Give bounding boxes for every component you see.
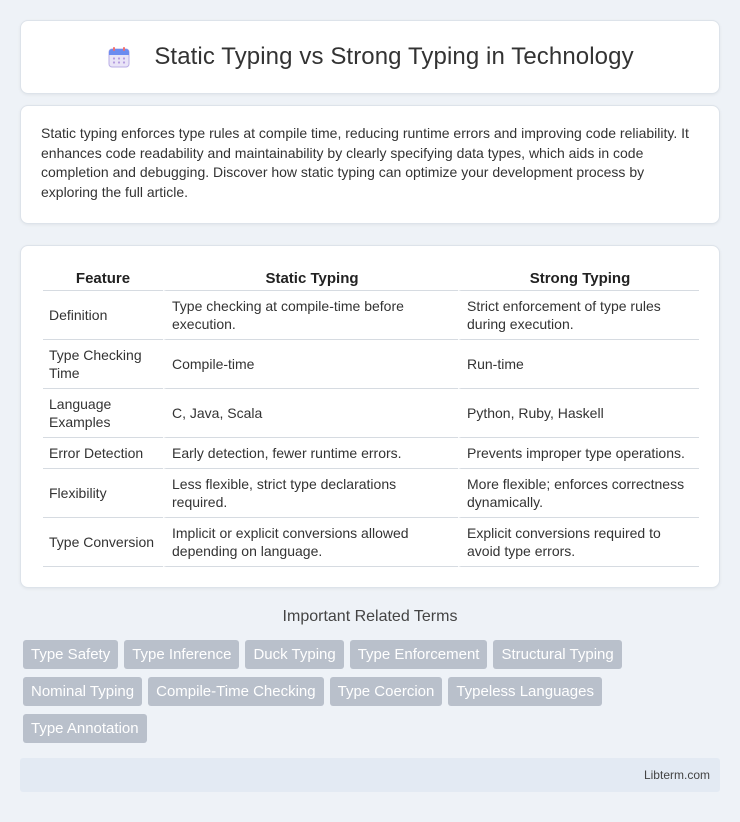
related-term-tag[interactable]: Typeless Languages (448, 677, 602, 706)
table-cell-feature: Flexibility (43, 469, 163, 518)
related-term-tag[interactable]: Structural Typing (493, 640, 621, 669)
column-header-feature: Feature (43, 264, 163, 291)
related-term-tag[interactable]: Type Safety (23, 640, 118, 669)
header-card (20, 20, 720, 94)
table-cell-strong: More flexible; enforces correctness dynamically. (458, 469, 699, 518)
table-cell-feature: Language Examples (43, 389, 163, 438)
table-row (43, 291, 699, 340)
related-term-tag[interactable]: Type Coercion (330, 677, 443, 706)
table-row (43, 438, 699, 469)
table-row (43, 518, 699, 567)
calendar-icon (106, 44, 132, 70)
table-cell-strong: Strict enforcement of type rules during execution. (458, 291, 699, 340)
comparison-table-card (20, 245, 720, 588)
table-cell-feature: Type Checking Time (43, 340, 163, 389)
related-term-tag[interactable]: Type Annotation (23, 714, 147, 743)
table-cell-strong: Python, Ruby, Haskell (458, 389, 699, 438)
table-cell-static: Implicit or explicit conversions allowed depending on language. (163, 518, 458, 567)
table-header-row (43, 264, 699, 291)
table-cell-strong: Prevents improper type operations. (458, 438, 699, 469)
table-cell-strong: Run-time (458, 340, 699, 389)
related-term-tag[interactable]: Nominal Typing (23, 677, 142, 706)
column-header-static-typing: Static Typing (163, 264, 458, 291)
table-cell-feature: Definition (43, 291, 163, 340)
intro-text: Static typing enforces type rules at compile time, reducing runtime errors and improving code reliability. It enhances code readability and maintainability by clearly specifying data types, which aids in code completion and debugging. Discover how static typing can optimize your development process by exploring the full article. (41, 125, 689, 200)
related-term-tag[interactable]: Type Inference (124, 640, 239, 669)
table-row (43, 340, 699, 389)
table-cell-static: Compile-time (163, 340, 458, 389)
table-cell-strong: Explicit conversions required to avoid type errors. (458, 518, 699, 567)
related-terms-title: Important Related Terms (282, 608, 458, 625)
comparison-table (43, 264, 699, 567)
related-terms-list (23, 640, 663, 743)
intro-card (20, 105, 720, 224)
column-header-strong-typing: Strong Typing (458, 264, 699, 291)
table-cell-static: C, Java, Scala (163, 389, 458, 438)
table-cell-static: Less flexible, strict type declarations required. (163, 469, 458, 518)
related-term-tag[interactable]: Duck Typing (245, 640, 343, 669)
footer-site-link[interactable]: Libterm.com (643, 768, 710, 782)
footer (20, 758, 720, 792)
table-cell-static: Type checking at compile-time before execution. (163, 291, 458, 340)
table-cell-feature: Error Detection (43, 438, 163, 469)
table-cell-static: Early detection, fewer runtime errors. (163, 438, 458, 469)
table-row (43, 469, 699, 518)
table-cell-feature: Type Conversion (43, 518, 163, 567)
page-title: Static Typing vs Strong Typing in Technology (154, 43, 634, 70)
table-row (43, 389, 699, 438)
related-term-tag[interactable]: Type Enforcement (350, 640, 488, 669)
related-term-tag[interactable]: Compile-Time Checking (148, 677, 324, 706)
